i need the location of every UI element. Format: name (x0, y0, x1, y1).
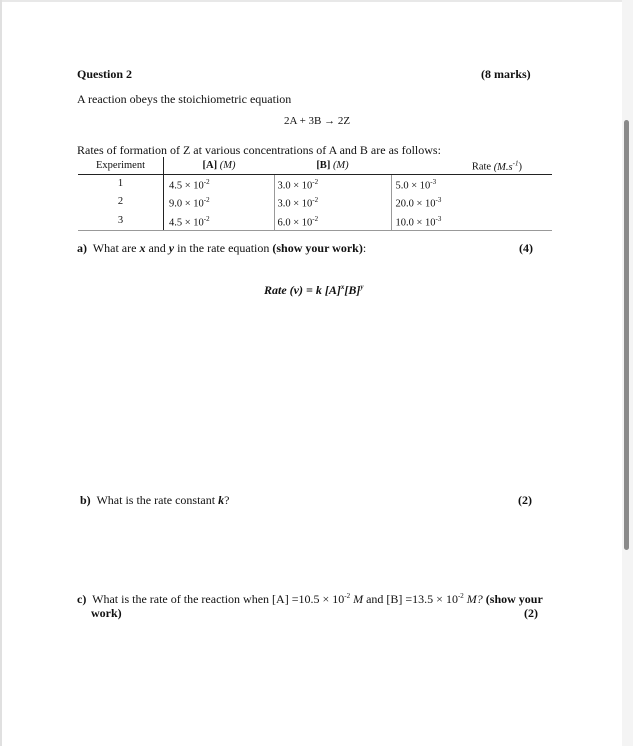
header-experiment: Experiment (78, 157, 164, 174)
cell-conc-b (274, 174, 391, 193)
part-a-x: x (139, 241, 146, 255)
stoichiometric-equation (284, 115, 350, 127)
part-b-marks: (2) (518, 493, 532, 507)
cell-conc-a (164, 174, 275, 193)
header-a-label: [A] (202, 159, 218, 171)
part-c-show: (show your (485, 592, 543, 606)
cell-conc-b-exp: -2 (312, 196, 319, 204)
part-b-k: k (218, 493, 225, 507)
part-c-label: c) (77, 592, 87, 606)
part-a-label: a) (77, 241, 87, 255)
cell-conc-a (164, 212, 275, 231)
page-left-border (0, 0, 2, 746)
cell-experiment: 3 (78, 212, 164, 231)
part-b-qmark: ? (224, 493, 230, 507)
part-a-y: y (168, 241, 175, 255)
cell-conc-b-exp: -2 (312, 214, 319, 223)
table-row (78, 193, 552, 212)
cell-rate-value: 10.0 × 10 (395, 217, 436, 228)
part-a-colon: : (362, 241, 367, 255)
rate-eq-lhs: Rate ( (264, 283, 294, 297)
cell-rate (391, 193, 552, 212)
question-heading: Question 2 (77, 67, 133, 81)
cell-conc-b-exp: -2 (312, 177, 319, 186)
part-c-line2: work) (91, 606, 122, 620)
table-header-row (78, 157, 552, 174)
intro-text: A reaction obeys the stoichiometric equation (77, 92, 292, 106)
cell-rate-value: 20.0 × 10 (395, 198, 436, 210)
header-b-unit: (M) (332, 159, 349, 171)
header-rate-unit-exp: -1 (512, 159, 519, 167)
equation-reactants: 2A + 3B (284, 115, 322, 127)
part-c-marks: (2) (524, 606, 538, 620)
part-c-m1: M (353, 592, 364, 606)
cell-experiment: 1 (78, 174, 164, 193)
part-b-text: What is the rate constant (96, 493, 216, 507)
rates-intro-text: Rates of formation of Z at various concentrations of A and B are as follows: (77, 143, 441, 157)
part-c-exp1: -2 (344, 592, 351, 600)
header-rate-unit: (M.s (493, 161, 513, 173)
equation-arrow: → (324, 115, 336, 127)
cell-conc-b-value: 3.0 × 10 (277, 180, 313, 191)
part-a-text-before: What are (92, 241, 137, 255)
part-a-text-after: in the rate equation (177, 241, 270, 255)
cell-rate (391, 212, 552, 231)
rate-data-table (78, 157, 552, 231)
cell-conc-a-value: 9.0 × 10 (169, 198, 204, 210)
part-c-question (77, 592, 543, 607)
cell-rate-exp: -3 (435, 214, 442, 223)
table-row (78, 174, 552, 193)
header-rate-close: ) (518, 161, 522, 173)
rate-equation (264, 283, 363, 298)
cell-conc-b-value: 6.0 × 10 (277, 217, 313, 228)
part-c-text1: What is the rate of the reaction when [A] =10.5 × 10 (92, 592, 345, 606)
question-marks: (8 marks) (481, 67, 531, 81)
cell-conc-a-exp: -2 (203, 214, 210, 223)
cell-rate (391, 174, 552, 193)
table-row (78, 212, 552, 231)
header-rate-label: Rate (471, 161, 492, 173)
part-a-and: and (148, 241, 166, 255)
part-b-question (80, 493, 229, 508)
cell-conc-a-exp: -2 (203, 196, 210, 204)
part-a-show-work: (show your work) (272, 241, 363, 255)
cell-conc-b (274, 212, 391, 231)
rate-eq-x: x (340, 283, 345, 291)
cell-rate-exp: -3 (435, 196, 442, 204)
header-conc-b (274, 157, 391, 174)
cell-conc-a (164, 193, 275, 212)
rate-eq-b: [B] (344, 283, 361, 297)
header-conc-a (164, 157, 275, 174)
rate-eq-mid: ) = k [A] (299, 283, 341, 297)
cell-experiment: 2 (78, 193, 164, 212)
equation-products: 2Z (337, 115, 351, 127)
cell-rate-value: 5.0 × 10 (395, 180, 431, 191)
scrollbar-thumb[interactable] (624, 120, 629, 550)
part-c-exp2: -2 (457, 592, 464, 600)
page-top-border (0, 0, 633, 2)
cell-conc-b (274, 193, 391, 212)
header-b-label: [B] (316, 159, 331, 171)
cell-conc-a-value: 4.5 × 10 (169, 180, 204, 191)
part-a-marks: (4) (519, 241, 533, 255)
cell-conc-a-value: 4.5 × 10 (169, 217, 204, 228)
rate-eq-v: v (293, 283, 299, 297)
header-rate (391, 157, 552, 174)
part-c-m2: M? (466, 592, 483, 606)
cell-conc-a-exp: -2 (203, 177, 210, 186)
rate-eq-y: y (360, 283, 364, 291)
cell-conc-b-value: 3.0 × 10 (277, 198, 313, 210)
part-b-label: b) (80, 493, 91, 507)
part-c-text2: and [B] =13.5 × 10 (366, 592, 458, 606)
cell-rate-exp: -3 (430, 177, 437, 186)
header-a-unit: (M) (219, 159, 236, 171)
part-a-question (77, 241, 366, 256)
